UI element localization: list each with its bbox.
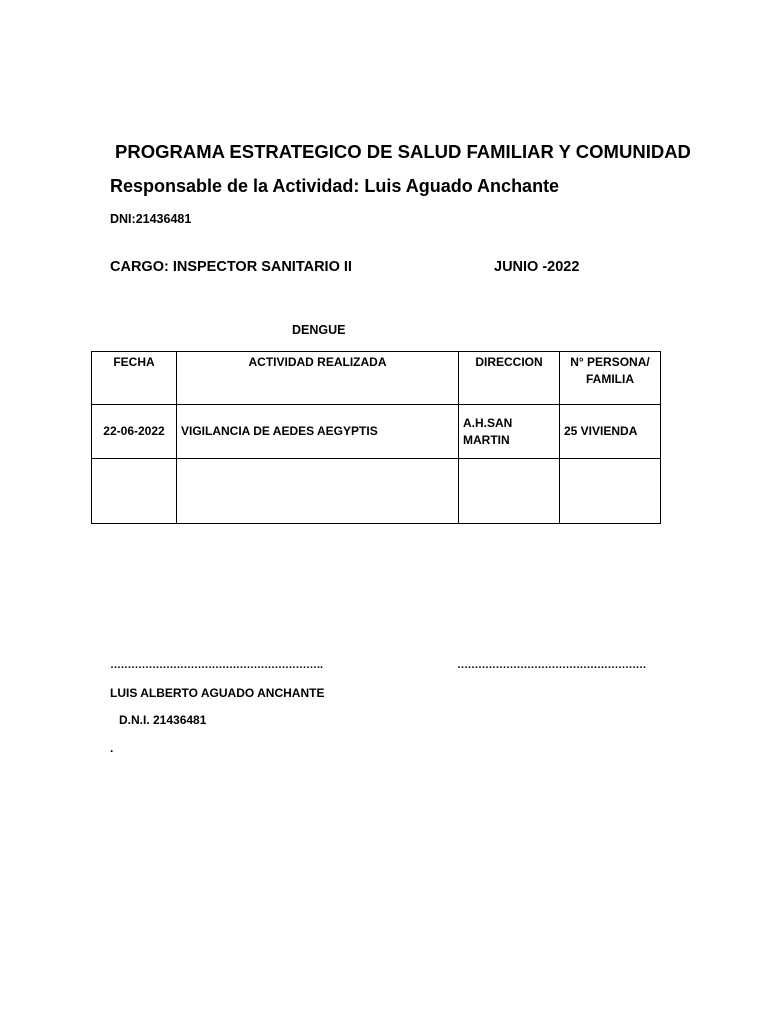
cell-fecha: 22-06-2022: [92, 405, 177, 459]
header-fecha: FECHA: [92, 352, 177, 405]
cargo-line: CARGO: INSPECTOR SANITARIO II: [110, 259, 352, 275]
period-label: JUNIO -2022: [494, 259, 580, 275]
table-header-row: [92, 352, 661, 405]
signer-dni: D.N.I. 21436481: [119, 713, 207, 727]
signature-line-right: ………………………………………………: [457, 659, 646, 671]
cell-persona: 25 VIVIENDA: [560, 405, 661, 459]
trailing-mark: .: [110, 741, 114, 755]
cell-direccion: A.H.SAN MARTIN: [459, 405, 560, 459]
table-row-empty: [92, 459, 661, 524]
cell-empty: [92, 459, 177, 524]
document-title: PROGRAMA ESTRATEGICO DE SALUD FAMILIAR Y COMUNIDAD: [115, 141, 691, 162]
signer-name: LUIS ALBERTO AGUADO ANCHANTE: [110, 686, 325, 700]
header-persona: N° PERSONA/ FAMILIA: [560, 352, 661, 405]
section-title: DENGUE: [292, 323, 346, 337]
cell-actividad: VIGILANCIA DE AEDES AEGYPTIS: [177, 405, 459, 459]
header-actividad: ACTIVIDAD REALIZADA: [177, 352, 459, 405]
cell-empty: [459, 459, 560, 524]
table-row: [92, 405, 661, 459]
cell-empty: [177, 459, 459, 524]
signature-line-left: …………………………………………………….: [110, 659, 323, 671]
responsible-line: Responsable de la Actividad: Luis Aguado Anchante: [110, 176, 560, 196]
cell-empty: [560, 459, 661, 524]
activity-table: [91, 351, 661, 524]
dni-line: DNI:21436481: [110, 212, 192, 226]
header-direccion: DIRECCION: [459, 352, 560, 405]
